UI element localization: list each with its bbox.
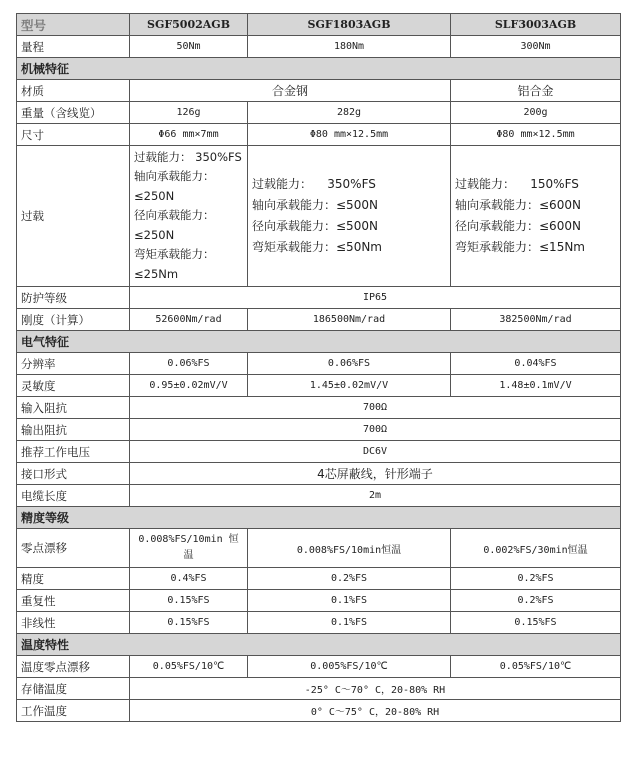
section-electrical (17, 331, 621, 353)
weight-row (17, 102, 621, 124)
row-label: 接口形式 (17, 463, 130, 485)
stiffness-1: 52600Nm/rad (130, 309, 248, 331)
overload-line: 轴向承载能力：≤600N (455, 198, 581, 212)
row-label: 非线性 (17, 612, 130, 634)
zero-drift-2: 0.008%FS/10min恒温 (248, 529, 451, 568)
range-3: 300Nm (451, 36, 621, 58)
overload-line: 弯矩承载能力：≤15Nm (455, 240, 585, 254)
cable-row (17, 485, 621, 507)
row-label: 存储温度 (17, 678, 130, 700)
row-label: 灵敏度 (17, 375, 130, 397)
sensitivity-3: 1.48±0.1mV/V (451, 375, 621, 397)
row-label: 刚度（计算） (17, 309, 130, 331)
range-row (17, 36, 621, 58)
material-aluminum: 铝合金 (451, 80, 621, 102)
voltage-value: DC6V (130, 441, 621, 463)
zero-drift-3: 0.002%FS/30min恒温 (451, 529, 621, 568)
row-label: 过载 (17, 146, 130, 287)
overload-col-1 (130, 146, 248, 287)
precision-1: 0.4%FS (130, 568, 248, 590)
range-1: 50Nm (130, 36, 248, 58)
size-3: Φ80 mm×12.5mm (451, 124, 621, 146)
working-temp-value: 0° C～75° C，20-80% RH (130, 700, 621, 722)
row-label: 输入阻抗 (17, 397, 130, 419)
row-label: 分辨率 (17, 353, 130, 375)
section-title: 机械特征 (17, 58, 621, 80)
cable-value: 2m (130, 485, 621, 507)
resolution-3: 0.04%FS (451, 353, 621, 375)
overload-line: 径向承载能力：≤600N (455, 219, 581, 233)
nonlinearity-1: 0.15%FS (130, 612, 248, 634)
repeatability-3: 0.2%FS (451, 590, 621, 612)
row-label: 量程 (17, 36, 130, 58)
overload-line: 过载能力： 350%FS (252, 177, 376, 191)
overload-line: 过载能力： 150%FS (455, 177, 579, 191)
section-title: 电气特征 (17, 331, 621, 353)
row-label: 材质 (17, 80, 130, 102)
section-title: 温度特性 (17, 634, 621, 656)
resolution-1: 0.06%FS (130, 353, 248, 375)
storage-temp-row (17, 678, 621, 700)
sensitivity-2: 1.45±0.02mV/V (248, 375, 451, 397)
repeatability-2: 0.1%FS (248, 590, 451, 612)
overload-line: 轴向承载能力： (134, 169, 215, 184)
row-label: 精度 (17, 568, 130, 590)
interface-row (17, 463, 621, 485)
section-temperature (17, 634, 621, 656)
material-alloy-steel: 合金钢 (130, 80, 451, 102)
model-1: SGF5002AGB (130, 14, 248, 36)
working-temp-row (17, 700, 621, 722)
row-label: 工作温度 (17, 700, 130, 722)
row-label: 重复性 (17, 590, 130, 612)
overload-line: 弯矩承载能力：≤50Nm (252, 240, 382, 254)
nonlinearity-row (17, 612, 621, 634)
size-row (17, 124, 621, 146)
stiffness-2: 186500Nm/rad (248, 309, 451, 331)
size-2: Φ80 mm×12.5mm (248, 124, 451, 146)
resolution-2: 0.06%FS (248, 353, 451, 375)
zero-drift-row (17, 529, 621, 568)
row-label: 电缆长度 (17, 485, 130, 507)
overload-line: ≤25Nm (134, 266, 179, 281)
size-1: Φ66 mm×7mm (130, 124, 248, 146)
weight-2: 282g (248, 102, 451, 124)
voltage-row (17, 441, 621, 463)
overload-line: 弯矩承载能力： (134, 247, 215, 262)
range-2: 180Nm (248, 36, 451, 58)
weight-1: 126g (130, 102, 248, 124)
overload-line: 径向承载能力：≤500N (252, 219, 378, 233)
row-label: 推荐工作电压 (17, 441, 130, 463)
model-2: SGF1803AGB (248, 14, 451, 36)
section-mechanical (17, 58, 621, 80)
sensitivity-row (17, 375, 621, 397)
header-label: 型号 (17, 14, 130, 36)
section-accuracy (17, 507, 621, 529)
interface-value: 4芯屏蔽线，针形端子 (130, 463, 621, 485)
precision-row (17, 568, 621, 590)
temp-zero-drift-1: 0.05%FS/10℃ (130, 656, 248, 678)
output-impedance-row (17, 419, 621, 441)
row-label: 零点漂移 (17, 529, 130, 568)
overload-line: 过载能力： 350%FS (134, 149, 242, 164)
protection-value: IP65 (130, 287, 621, 309)
overload-line: 径向承载能力： (134, 208, 215, 223)
protection-row (17, 287, 621, 309)
row-label: 重量（含线览） (17, 102, 130, 124)
overload-line: ≤250N (134, 188, 175, 203)
header-row (17, 14, 621, 36)
row-label: 尺寸 (17, 124, 130, 146)
overload-line: 轴向承载能力：≤500N (252, 198, 378, 212)
precision-2: 0.2%FS (248, 568, 451, 590)
overload-col-2 (248, 146, 451, 287)
row-label: 温度零点漂移 (17, 656, 130, 678)
repeatability-1: 0.15%FS (130, 590, 248, 612)
nonlinearity-3: 0.15%FS (451, 612, 621, 634)
stiffness-3: 382500Nm/rad (451, 309, 621, 331)
overload-line: ≤250N (134, 227, 175, 242)
nonlinearity-2: 0.1%FS (248, 612, 451, 634)
row-label: 输出阻抗 (17, 419, 130, 441)
stiffness-row (17, 309, 621, 331)
input-impedance-row (17, 397, 621, 419)
input-impedance-value: 700Ω (130, 397, 621, 419)
sensitivity-1: 0.95±0.02mV/V (130, 375, 248, 397)
row-label: 防护等级 (17, 287, 130, 309)
model-3: SLF3003AGB (451, 14, 621, 36)
precision-3: 0.2%FS (451, 568, 621, 590)
repeatability-row (17, 590, 621, 612)
resolution-row (17, 353, 621, 375)
temp-zero-drift-3: 0.05%FS/10℃ (451, 656, 621, 678)
zero-drift-1: 0.008%FS/10min 恒温 (130, 529, 248, 568)
material-row (17, 80, 621, 102)
output-impedance-value: 700Ω (130, 419, 621, 441)
overload-row (17, 146, 621, 287)
storage-temp-value: -25° C～70° C，20-80% RH (130, 678, 621, 700)
weight-3: 200g (451, 102, 621, 124)
spec-table (16, 13, 621, 722)
section-title: 精度等级 (17, 507, 621, 529)
overload-col-3 (451, 146, 621, 287)
temp-zero-drift-2: 0.005%FS/10℃ (248, 656, 451, 678)
temp-zero-drift-row (17, 656, 621, 678)
